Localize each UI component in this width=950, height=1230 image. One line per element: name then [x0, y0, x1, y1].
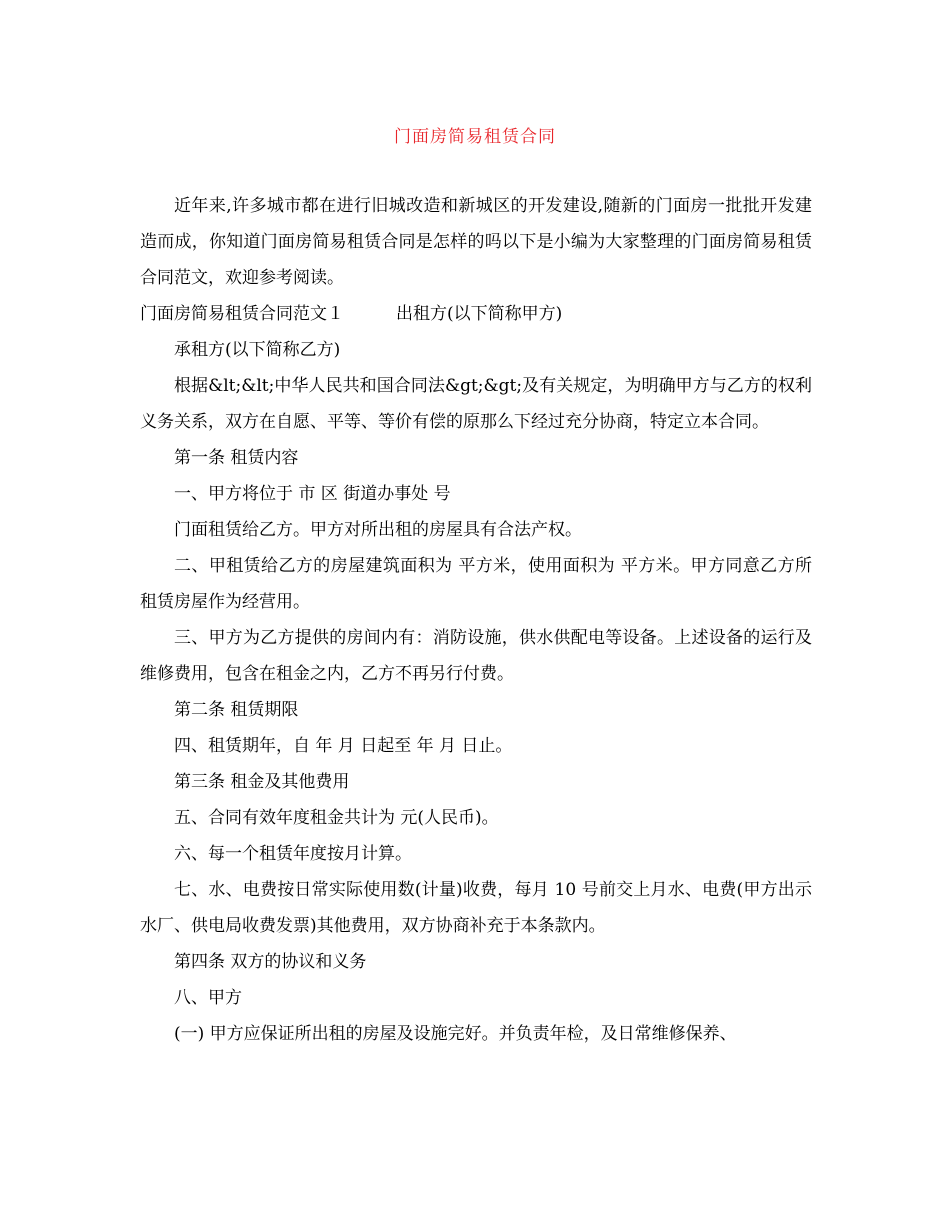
article-1-title: 第一条 租赁内容 — [174, 448, 299, 468]
item-5: 五、合同有效年度租金共计为 元(人民币)。 — [174, 808, 499, 828]
article-2-title: 第二条 租赁期限 — [174, 700, 299, 720]
item-8: 八、甲方 — [174, 988, 242, 1008]
item-6: 六、每一个租赁年度按月计算。 — [174, 844, 412, 864]
item-3: 三、甲方为乙方提供的房间内有：消防设施，供水供配电等设备。上述设备的运行及维修费用，包含在租金之内，乙方不再另行付费。 — [140, 628, 812, 684]
lessee-line: 承租方(以下简称乙方) — [174, 340, 341, 360]
sample-heading: 门面房简易租赁合同范文１ — [140, 304, 344, 324]
article-4-title: 第四条 双方的协议和义务 — [174, 952, 367, 972]
item-7: 七、水、电费按日常实际使用数(计量)收费，每月 10 号前交上月水、电费(甲方出示水厂、供电局收费发票)其他费用，双方协商补充于本条款内。 — [140, 880, 812, 936]
sample-heading-line — [140, 296, 812, 332]
document-body — [140, 188, 812, 1052]
intro-paragraph: 近年来,许多城市都在进行旧城改造和新城区的开发建设,随新的门面房一批批开发建造而成，你知道门面房简易租赁合同是怎样的吗以下是小编为大家整理的门面房简易租赁合同范文，欢迎参考阅读。 — [140, 196, 812, 288]
document-title: 门面房简易租赁合同 — [394, 127, 556, 147]
item-1: 一、甲方将位于 市 区 街道办事处 号 — [174, 484, 451, 504]
item-1-continued: 门面租赁给乙方。甲方对所出租的房屋具有合法产权。 — [174, 520, 582, 540]
item-8-1: (一) 甲方应保证所出租的房屋及设施完好。并负责年检，及日常维修保养、 — [174, 1024, 737, 1044]
article-3-title: 第三条 租金及其他费用 — [174, 772, 350, 792]
item-4: 四、租赁期年，自 年 月 日起至 年 月 日止。 — [174, 736, 513, 756]
item-2: 二、甲租赁给乙方的房屋建筑面积为 平方米，使用面积为 平方米。甲方同意乙方所租赁房屋作为经营用。 — [140, 556, 812, 612]
basis-paragraph: 根据&lt;&lt;中华人民共和国合同法&gt;&gt;及有关规定，为明确甲方与乙方的权利义务关系，双方在自愿、平等、等价有偿的原那么下经过充分协商，特定立本合同。 — [140, 376, 812, 432]
lessor-line: 出租方(以下简称甲方) — [396, 304, 563, 324]
